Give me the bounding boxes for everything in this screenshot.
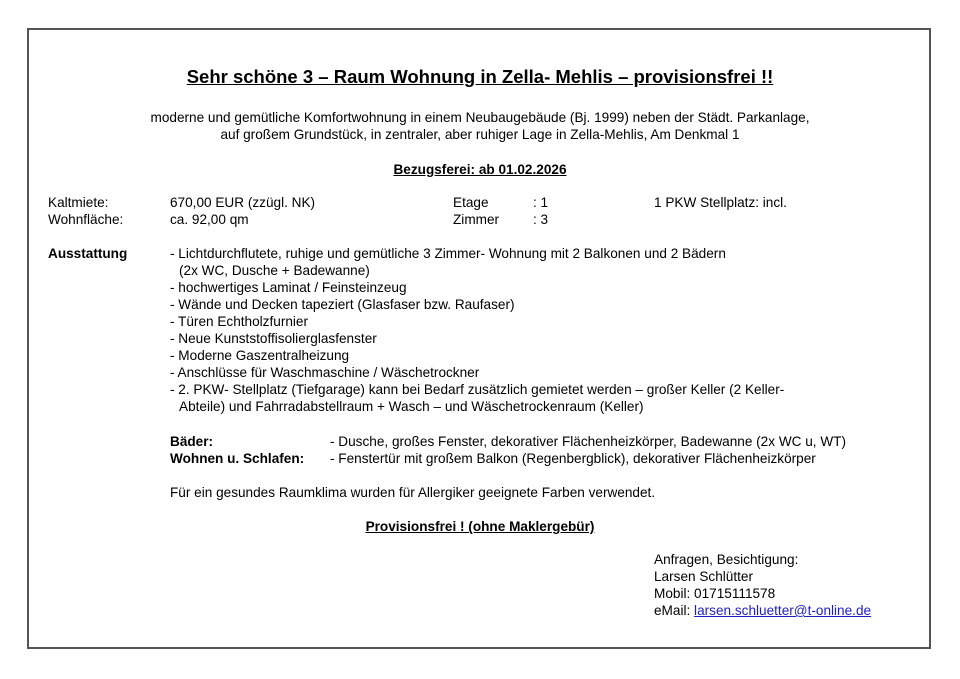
baths-label: Bäder: <box>170 434 214 449</box>
baths-value: - Dusche, großes Fenster, dekorativer Flächenheizkörper, Badewanne (2x WC u, WT) <box>330 434 847 449</box>
feature-line: - 2. PKW- Stellplatz (Tiefgarage) kann bei Bedarf zusätzlich gemietet werden – großer Keller (2 Keller- <box>170 382 785 397</box>
living-value: - Fenstertür mit großem Balkon (Regenbergblick), dekorativer Flächenheizkörper <box>330 451 816 466</box>
commission-note: Provisionsfrei ! (ohne Maklergebür) <box>365 519 595 534</box>
feature-line: - Lichtdurchflutete, ruhige und gemütliche 3 Zimmer- Wohnung mit 2 Balkonen und 2 Bädern <box>170 246 726 261</box>
contact-email-row <box>654 602 871 619</box>
feature-line: - Anschlüsse für Waschmaschine / Wäschetrockner <box>170 365 480 380</box>
intro-line-1: moderne und gemütliche Komfortwohnung in einem Neubaugebäude (Bj. 1999) neben der Städt. Parkanlage, <box>150 110 810 125</box>
features-label: Ausstattung <box>48 246 128 261</box>
area-value: ca. 92,00 qm <box>170 212 249 227</box>
floor-value: : 1 <box>533 195 549 210</box>
climate-note: Für ein gesundes Raumklima wurden für Allergiker geeignete Farben verwendet. <box>170 485 656 500</box>
feature-line: Abteile) und Fahrradabstellraum + Wasch – und Wäschetrockenraum (Keller) <box>179 399 644 414</box>
contact-name: Larsen Schlütter <box>654 569 753 584</box>
feature-line: - Wände und Decken tapeziert (Glasfaser bzw. Raufaser) <box>170 297 515 312</box>
area-label: Wohnfläche: <box>48 212 124 227</box>
parking-info: 1 PKW Stellplatz: incl. <box>654 195 787 210</box>
feature-line: - hochwertiges Laminat / Feinsteinzeug <box>170 280 407 295</box>
availability-date: Bezugsferei: ab 01.02.2026 <box>393 162 567 177</box>
contact-email-label: eMail: <box>654 603 691 618</box>
rent-value: 670,00 EUR (zzügl. NK) <box>170 195 316 210</box>
contact-email-link[interactable]: larsen.schluetter@t-online.de <box>694 603 872 618</box>
contact-heading: Anfragen, Besichtigung: <box>654 552 799 567</box>
rent-label: Kaltmiete: <box>48 195 109 210</box>
rooms-label: Zimmer <box>453 212 500 227</box>
feature-line: (2x WC, Dusche + Badewanne) <box>179 263 370 278</box>
feature-line: - Türen Echtholzfurnier <box>170 314 309 329</box>
intro-line-2: auf großem Grundstück, in zentraler, aber ruhiger Lage in Zella-Mehlis, Am Denkmal 1 <box>220 127 740 142</box>
feature-line: - Moderne Gaszentralheizung <box>170 348 350 363</box>
contact-mobile: Mobil: 01715111578 <box>654 586 776 601</box>
page-title: Sehr schöne 3 – Raum Wohnung in Zella- Mehlis – provisionsfrei !! <box>186 66 774 87</box>
feature-line: - Neue Kunststoffisolierglasfenster <box>170 331 377 346</box>
floor-label: Etage <box>453 195 489 210</box>
living-label: Wohnen u. Schlafen: <box>170 451 305 466</box>
rooms-value: : 3 <box>533 212 549 227</box>
